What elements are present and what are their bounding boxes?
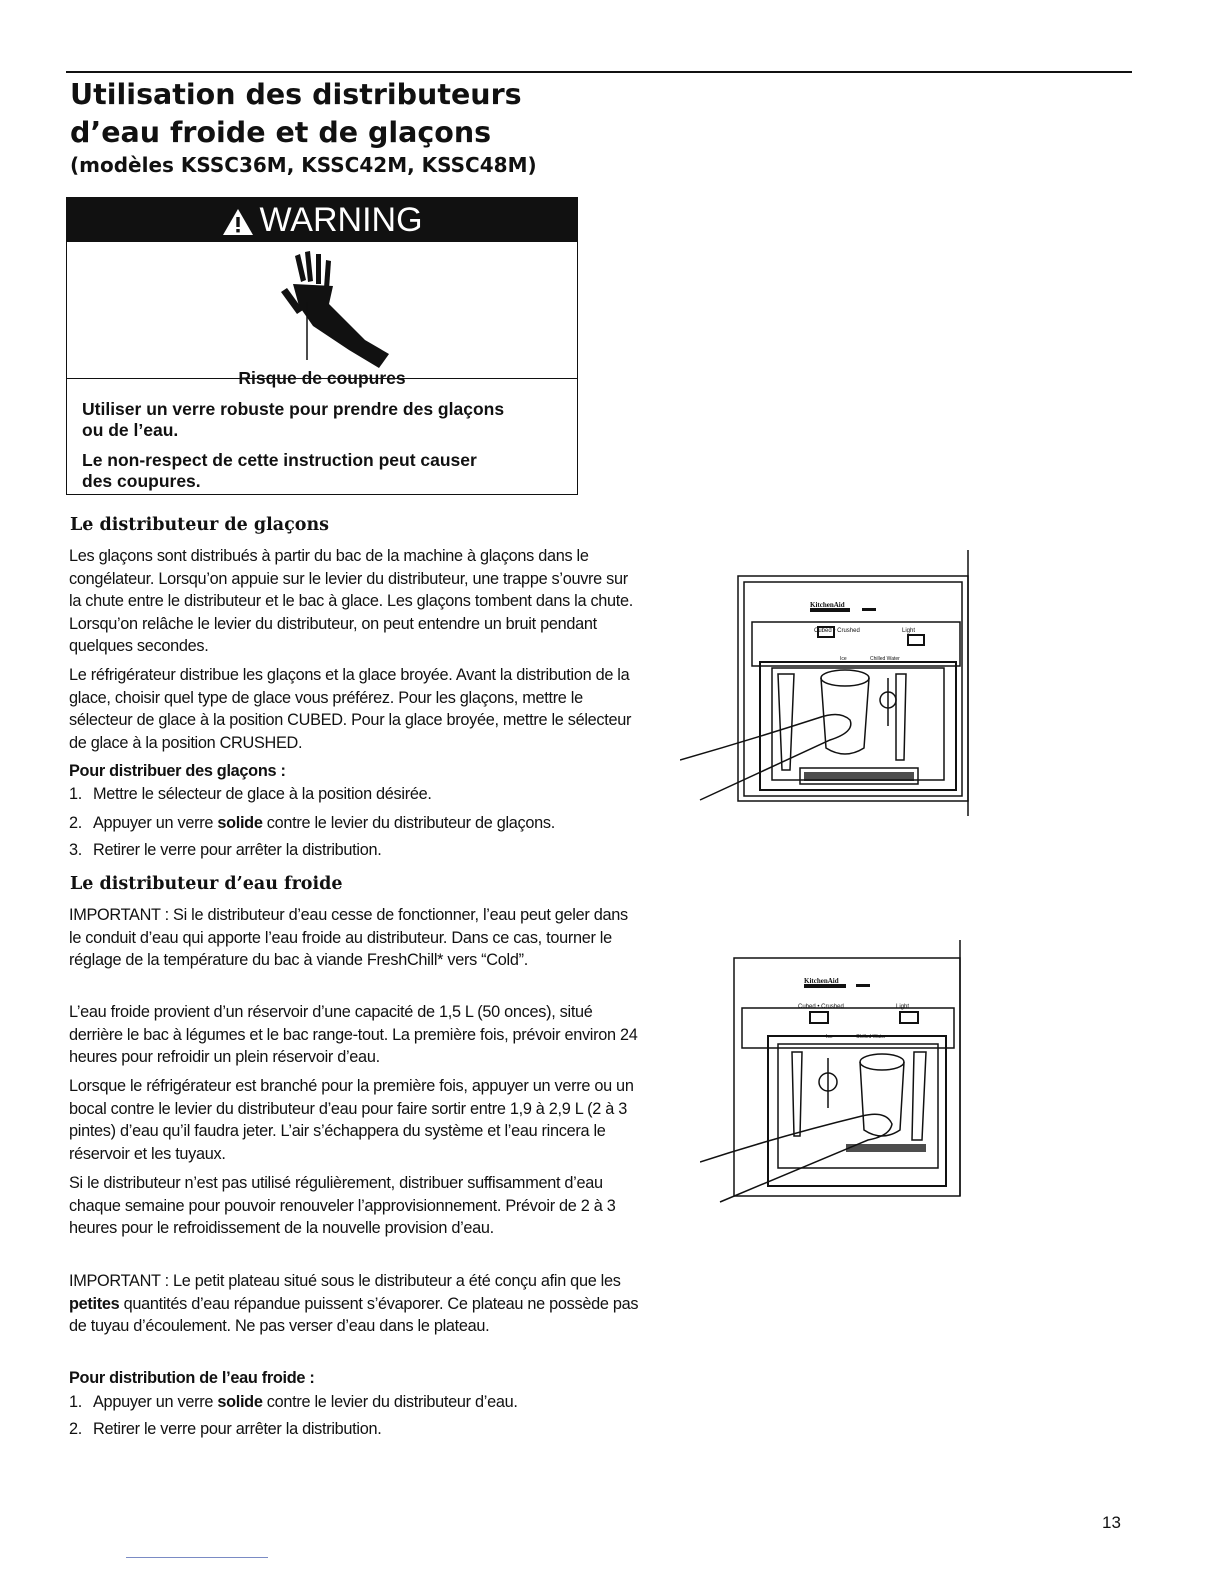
para-text-end: quantités d’eau répandue puissent s’évaporer. Ce plateau ne possède pas de tuyau d’écoulement. Ne pas verser d’eau dans le plateau. xyxy=(69,1294,639,1335)
ice-illus-cubed-crushed: Cubed • Crushed xyxy=(814,628,860,634)
step-number: 3. xyxy=(69,841,82,859)
step-number: 1. xyxy=(69,1393,82,1411)
water-section-heading: Le distributeur d’eau froide xyxy=(70,874,343,894)
ice-step-2 xyxy=(69,812,644,835)
water-paragraph-2: L’eau froide provient d’un réservoir d’une capacité de 1,5 L (50 onces), situé derrière le bac à légumes et le bac range-tout. La première fois, prévoir environ 24 heures pour refroidir un plein réservoir d’eau. xyxy=(69,1003,638,1066)
water-step-1 xyxy=(69,1391,644,1414)
warning-triangle-icon xyxy=(221,207,255,237)
warning-label: WARNING xyxy=(259,201,423,239)
ice-illus-light: Light xyxy=(902,628,916,634)
water-step-2 xyxy=(69,1418,644,1441)
title-line-2: d’eau froide et de glaçons xyxy=(70,116,492,149)
water-dispenser-illustration xyxy=(700,940,970,1210)
page-title xyxy=(70,76,522,152)
ice-step-3 xyxy=(69,839,644,862)
ice-dispenser-illustration xyxy=(680,550,980,820)
warning-line-2a: Le non-respect de cette instruction peut causer xyxy=(82,450,477,470)
step-text: Appuyer un verre xyxy=(93,1393,218,1411)
page-number: 13 xyxy=(1102,1513,1121,1532)
step-text: Mettre le sélecteur de glace à la position désirée. xyxy=(93,785,432,803)
ice-illus-ice: Ice xyxy=(840,656,847,662)
warning-line-2b: des coupures. xyxy=(82,471,201,491)
ice-illus-brand: KitchenAid xyxy=(810,601,845,609)
step-text: Retirer le verre pour arrêter la distribution. xyxy=(93,841,382,859)
warning-header xyxy=(67,198,577,242)
water-illus-chilled-water: Chilled Water xyxy=(856,1034,886,1040)
step-number: 2. xyxy=(69,1420,82,1438)
water-steps-heading: Pour distribution de l’eau froide : xyxy=(69,1369,315,1387)
bottom-rule xyxy=(126,1557,268,1558)
warning-image xyxy=(67,242,577,379)
ice-section-heading: Le distributeur de glaçons xyxy=(70,515,330,535)
step-number: 2. xyxy=(69,814,82,832)
para-text: IMPORTANT : Le petit plateau situé sous le distributeur a été conçu afin que les xyxy=(69,1272,621,1290)
ice-paragraph-1: Les glaçons sont distribués à partir du bac de la machine à glaçons dans le congélateur. Lorsqu’on appuie sur le levier du distributeur, une trappe s’ouvre sur la chute entre le distributeur et le bac à glace. Les glaçons tombent dans la chute. Lorsqu’on relâche le levier du distributeur, on peut entendre un bruit pendant quelques secondes. xyxy=(69,547,634,655)
warning-box xyxy=(66,197,578,495)
warning-line-1b: ou de l’eau. xyxy=(82,420,179,440)
step-text: Appuyer un verre xyxy=(93,814,218,832)
ice-paragraph-2: Le réfrigérateur distribue les glaçons et la glace broyée. Avant la distribution de la glace, choisir quel type de glace vous préférez. Pour les glaçons, mettre le sélecteur de glace à la position CUBED. Pour la glace broyée, mettre le sélecteur de glace à la position CRUSHED. xyxy=(69,666,632,752)
water-paragraph-4: Si le distributeur n’est pas utilisé régulièrement, distribuer suffisamment d’eau chaque semaine pour pouvoir renouveler l’approvisionnement. Prévoir de 2 à 3 heures pour le refroidissement de la nouvelle provision d’eau. xyxy=(69,1174,616,1237)
cut-hand-icon xyxy=(67,242,577,378)
water-illus-ice: Ice xyxy=(826,1034,833,1040)
step-bold: solide xyxy=(217,814,263,832)
warning-line-1a: Utiliser un verre robuste pour prendre des glaçons xyxy=(82,399,505,419)
water-illus-brand: KitchenAid xyxy=(804,977,839,985)
warning-heading: Risque de coupures xyxy=(238,368,406,388)
water-paragraph-3: Lorsque le réfrigérateur est branché pour la première fois, appuyer un verre ou un bocal contre le levier du distributeur d’eau pour faire sortir entre 1,9 à 2,9 L (2 à 3 pintes) d’eau qu’il faudra jeter. L’air s’échappera du système et l’eau rincera le réservoir et les tuyaux. xyxy=(69,1077,634,1163)
step-number: 1. xyxy=(69,785,82,803)
ice-steps-heading: Pour distribuer des glaçons : xyxy=(69,762,286,780)
title-line-1: Utilisation des distributeurs xyxy=(70,78,522,111)
para-bold: petites xyxy=(69,1294,120,1313)
step-bold: solide xyxy=(217,1393,263,1411)
water-illus-cubed-crushed: Cubed • Crushed xyxy=(798,1004,844,1010)
water-illus-light: Light xyxy=(896,1004,910,1010)
water-paragraph-5 xyxy=(69,1270,644,1338)
ice-illus-chilled-water: Chilled Water xyxy=(870,656,900,662)
page-subtitle: (modèles KSSC36M, KSSC42M, KSSC48M) xyxy=(70,153,537,177)
step-text: Retirer le verre pour arrêter la distribution. xyxy=(93,1420,382,1438)
step-text-end: contre le levier du distributeur de glaçons. xyxy=(262,814,555,832)
top-rule xyxy=(66,71,1132,73)
ice-step-1 xyxy=(69,783,644,806)
water-paragraph-1: IMPORTANT : Si le distributeur d’eau cesse de fonctionner, l’eau peut geler dans le conduit d’eau qui apporte l’eau froide au distributeur. Dans ce cas, tourner le réglage de la température du bac à viande FreshChill* vers “Cold”. xyxy=(69,906,628,969)
step-text-end: contre le levier du distributeur d’eau. xyxy=(262,1393,518,1411)
